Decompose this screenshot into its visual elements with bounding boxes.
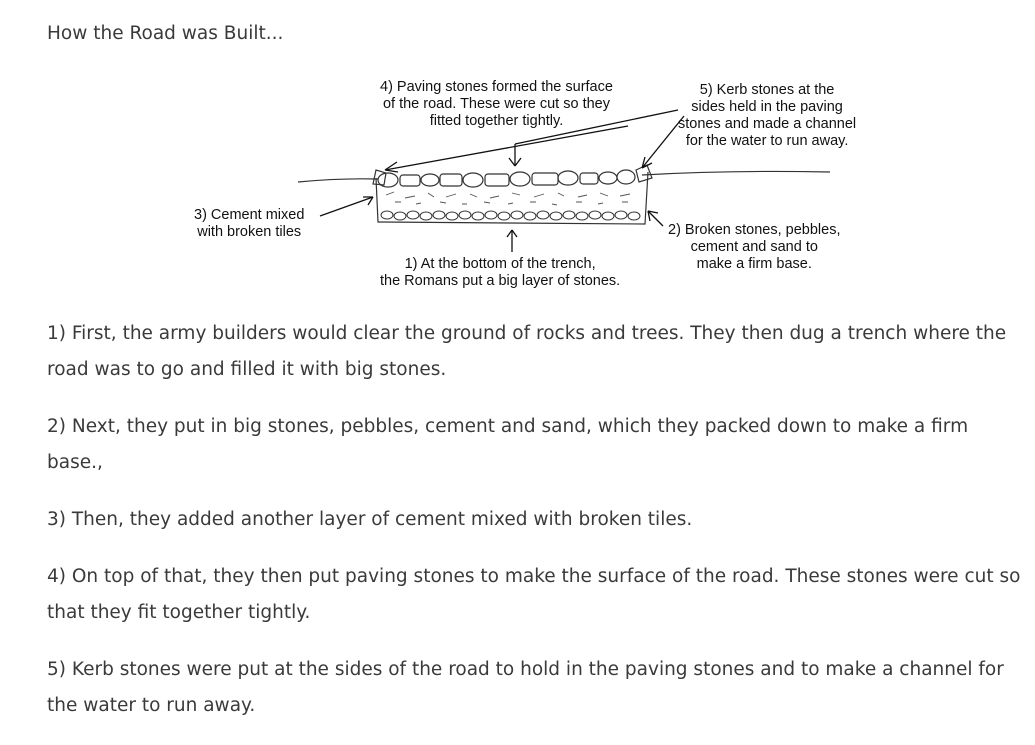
- cement-layer: [386, 192, 630, 205]
- kerb-stone-left: [373, 170, 386, 185]
- steps-list: [47, 316, 1022, 745]
- label-paving-stones: 4) Paving stones formed the surface of the road. These were cut so they fitted together tightly.: [380, 79, 613, 129]
- arrow-paving-left: [385, 126, 628, 170]
- step-2: 2) Next, they put in big stones, pebbles, cement and sand, which they packed down to make a firm base.,: [47, 416, 969, 473]
- big-stones-layer: [381, 211, 640, 220]
- trench-outline: [376, 172, 648, 224]
- step-3: 3) Then, they added another layer of cement mixed with broken tiles.: [47, 509, 693, 530]
- step-1: 1) First, the army builders would clear the ground of rocks and trees. They then dug a trench where the road was to go and filled it with big stones.: [47, 323, 1007, 380]
- ground-line-right: [642, 171, 830, 175]
- label-broken-stones: 2) Broken stones, pebbles, cement and sand to make a firm base.: [668, 222, 841, 272]
- arrow-cement: [320, 197, 373, 216]
- label-kerb-stones: 5) Kerb stones at the sides held in the paving stones and made a channel for the water to run away.: [678, 82, 857, 149]
- ground-line-left: [298, 179, 378, 182]
- step-4: 4) On top of that, they then put paving stones to make the surface of the road. These stones were cut so that they fit together tightly.: [47, 566, 1021, 623]
- road-construction-diagram: [190, 72, 890, 297]
- paving-stones: [378, 170, 635, 187]
- arrow-broken-stones: [648, 211, 663, 226]
- step-5: 5) Kerb stones were put at the sides of the road to hold in the paving stones and to make a channel for the water to run away.: [47, 659, 1004, 716]
- label-cement: 3) Cement mixed with broken tiles: [194, 207, 305, 240]
- page-title: How the Road was Built...: [47, 23, 284, 44]
- label-bottom-stones: 1) At the bottom of the trench, the Romans put a big layer of stones.: [380, 256, 621, 289]
